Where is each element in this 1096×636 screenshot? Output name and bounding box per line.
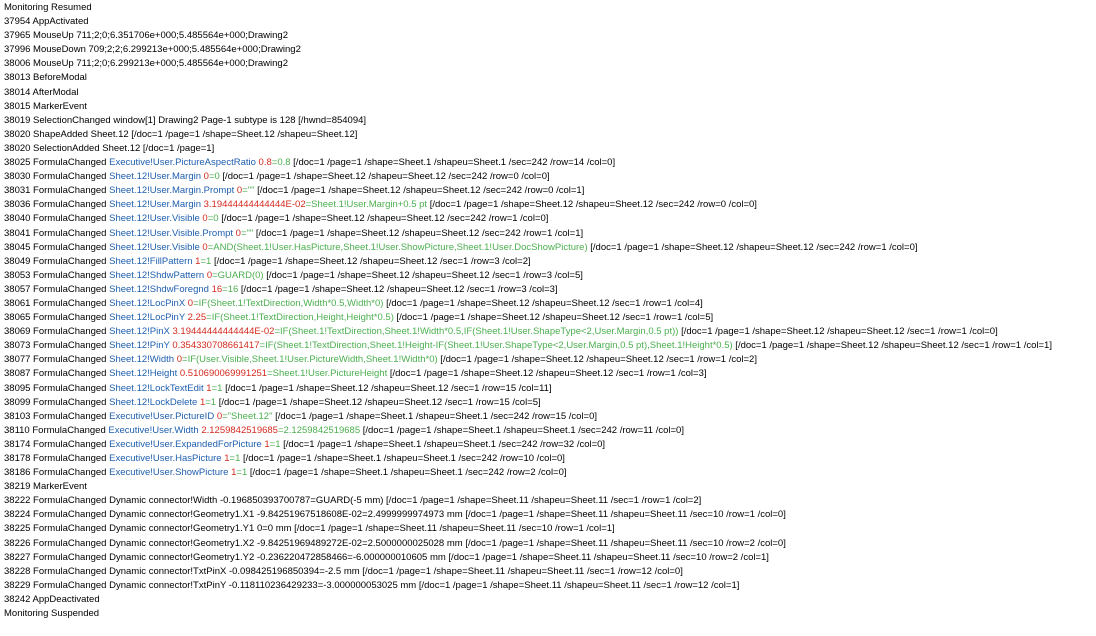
log-line <box>4 325 1094 339</box>
log-line <box>4 551 1094 565</box>
log-text: 38041 FormulaChanged <box>4 227 110 239</box>
log-text: 38020 ShapeAdded Sheet.12 [/doc=1 /page=1 /shape=Sheet.12 /shapeu=Sheet.12] <box>4 128 358 140</box>
log-line <box>4 29 1094 43</box>
cell-value: 0 <box>199 213 208 225</box>
cell-formula: =Sheet.1!User.Margin+0.5 pt <box>305 199 428 211</box>
log-line <box>4 43 1094 57</box>
log-line <box>4 382 1094 396</box>
log-text: [/doc=1 /page=1 /shape=Sheet.12 /shapeu=Sheet.12 /sec=242 /row=0 /col=0] <box>427 199 757 211</box>
cell-value: 0.354330708661417 <box>169 340 260 352</box>
log-text: 38006 MouseUp 711;2;0;6.299213e+000;5.485564e+000;Drawing2 <box>4 58 289 70</box>
cell-name: Executive!User.ShowPicture <box>109 467 229 479</box>
cell-formula: ="" <box>242 185 255 197</box>
cell-value: 1 <box>203 382 212 394</box>
log-text: 38110 FormulaChanged <box>4 424 109 436</box>
log-text: [/doc=1 /page=1 /shape=Sheet.1 /shapeu=Sheet.1 /sec=242 /row=11 /col=0] <box>360 424 684 436</box>
log-text: 38015 MarkerEvent <box>4 100 87 112</box>
cell-formula: =1 <box>211 382 223 394</box>
log-text: 38178 FormulaChanged <box>4 453 110 464</box>
log-line <box>4 339 1094 353</box>
log-line <box>4 452 1094 466</box>
log-text: 38225 FormulaChanged Dynamic connector!Geometry1.Y1 0=0 mm [/doc=1 /page=1 /shape=Sheet.11 /shapeu=Sheet.11 /sec=10 /row=1 /col=1] <box>4 523 615 535</box>
cell-value: 1 <box>192 255 201 267</box>
log-text: 38019 SelectionChanged window[1] Drawing2 Page-1 subtype is 128 [/hwnd=854094] <box>4 114 367 126</box>
cell-name: Sheet.12!LockDelete <box>109 396 198 408</box>
log-line <box>4 241 1094 255</box>
log-line <box>4 508 1094 522</box>
log-text: [/doc=1 /page=1 /shape=Sheet.12 /shapeu=Sheet.12 /sec=1 /row=3 /col=2] <box>211 255 531 267</box>
cell-formula: =AND(Sheet.1!User.HasPicture,Sheet.1!User.ShowPicture,Sheet.1!User.DocShowPicture) <box>207 241 588 253</box>
log-text: [/doc=1 /page=1 /shape=Sheet.12 /shapeu=Sheet.12 /sec=1 /row=3 /col=5] <box>263 269 583 281</box>
cell-value: 3.19444444444444E-02 <box>201 199 306 211</box>
cell-formula: =IF(Sheet.1!TextDirection,Sheet.1!Width*0.5,IF(Sheet.1!User.ShapeType<2,User.Margin,0.5 pt)) <box>274 326 679 338</box>
cell-formula: =1 <box>205 396 217 408</box>
cell-formula: =IF(Sheet.1!TextDirection,Height,Height*0.5) <box>206 312 394 324</box>
log-line <box>4 156 1094 170</box>
log-line <box>4 565 1094 579</box>
cell-formula: =GUARD(0) <box>212 269 264 281</box>
log-text: 38219 MarkerEvent <box>4 481 87 493</box>
cell-value: 1 <box>197 396 206 408</box>
log-text: [/doc=1 /page=1 /shape=Sheet.12 /shapeu=Sheet.12 /sec=242 /row=1 /col=0] <box>218 213 549 225</box>
log-text: 38031 FormulaChanged <box>4 185 110 197</box>
log-text: [/doc=1 /page=1 /shape=Sheet.12 /shapeu=Sheet.12 /sec=1 /row=1 /col=3] <box>387 368 707 380</box>
log-text: [/doc=1 /page=1 /shape=Sheet.1 /shapeu=Sheet.1 /sec=242 /row=15 /col=0] <box>272 410 598 422</box>
cell-formula: =2.1259842519685 <box>277 424 361 436</box>
log-line <box>4 227 1094 241</box>
log-line <box>4 212 1094 226</box>
log-text: 38222 FormulaChanged Dynamic connector!Width -0.196850393700787=GUARD(-5 mm) [/doc=1 /page=1 /shape=Sheet.11 /shapeu=Sheet.11 /sec=1 /row=1 /col=2] <box>4 495 702 507</box>
log-line <box>4 579 1094 593</box>
log-text: 38103 FormulaChanged <box>4 410 110 422</box>
log-text: [/doc=1 /page=1 /shape=Sheet.1 /shapeu=Sheet.1 /sec=242 /row=2 /col=0] <box>247 467 567 479</box>
log-text: 38013 BeforeModal <box>4 72 87 84</box>
cell-value: 16 <box>208 283 223 295</box>
cell-name: Sheet.12!PinY <box>109 340 170 352</box>
cell-name: Sheet.12!User.Visible <box>109 241 200 253</box>
cell-name: Sheet.12!Width <box>109 354 175 366</box>
cell-name: Executive!User.Width <box>108 424 199 436</box>
cell-name: Sheet.12!FillPattern <box>109 255 193 267</box>
cell-formula: =IF(User.Visible,Sheet.1!User.PictureWidth,Sheet.1!Width*0) <box>182 354 438 366</box>
cell-name: Sheet.12!User.Visible <box>109 213 200 225</box>
cell-name: Sheet.12!LocPinX <box>109 297 186 309</box>
log-text: 38186 FormulaChanged <box>4 467 110 479</box>
log-text: [/doc=1 /page=1 /shape=Sheet.12 /shapeu=Sheet.12 /sec=1 /row=1 /col=4] <box>383 297 703 309</box>
log-line <box>4 100 1094 114</box>
log-text: 38025 FormulaChanged <box>4 157 110 169</box>
log-text: [/doc=1 /page=1 /shape=Sheet.1 /shapeu=Sheet.1 /sec=242 /row=10 /col=0] <box>240 453 565 464</box>
log-text: 38226 FormulaChanged Dynamic connector!Geometry1.X2 -9.84251969489272E-02=2.5000000025028 mm [/doc=1 /page=1 /shape=Sheet.11 /shapeu=Sheet.11 /sec=10 /row=2 /col=0] <box>4 537 786 549</box>
log-text: [/doc=1 /page=1 /shape=Sheet.12 /shapeu=Sheet.12 /sec=242 /row=0 /col=1] <box>254 185 585 197</box>
cell-formula: =0 <box>207 213 219 225</box>
cell-value: 0 <box>214 410 223 422</box>
log-text: 38087 FormulaChanged <box>4 368 110 380</box>
cell-value: 3.19444444444444E-02 <box>169 326 275 338</box>
log-text: 38030 FormulaChanged <box>4 171 110 183</box>
cell-value: 0.510690069991251 <box>177 368 268 380</box>
cell-value: 1 <box>261 438 270 450</box>
log-text: 38036 FormulaChanged <box>4 199 110 211</box>
log-text: [/doc=1 /page=1 /shape=Sheet.12 /shapeu=Sheet.12 /sec=1 /row=1 /col=2] <box>437 354 757 366</box>
log-line <box>4 424 1094 438</box>
cell-value: 1 <box>228 467 237 479</box>
cell-formula: =16 <box>222 283 239 295</box>
log-line <box>4 86 1094 100</box>
log-text: Monitoring Suspended <box>4 608 100 620</box>
cell-value: 0 <box>185 297 194 309</box>
cell-name: Sheet.12!ShdwForegnd <box>109 283 209 295</box>
cell-formula: =IF(Sheet.1!TextDirection,Width*0.5,Width*0) <box>193 297 384 309</box>
cell-name: Executive!User.PictureID <box>109 410 215 422</box>
cell-formula: =1 <box>236 467 248 479</box>
log-line <box>4 466 1094 480</box>
cell-value: 0 <box>174 354 183 366</box>
log-line <box>4 269 1094 283</box>
cell-formula: =0.8 <box>271 157 291 169</box>
log-line <box>4 297 1094 311</box>
cell-value: 0 <box>234 185 243 197</box>
cell-formula: =1 <box>200 255 212 267</box>
cell-value: 2.25 <box>185 312 207 324</box>
log-line <box>4 1 1094 15</box>
log-text: 38014 AfterModal <box>4 86 79 98</box>
cell-name: Sheet.12!ShdwPattern <box>109 269 205 281</box>
log-text: [/doc=1 /page=1 /shape=Sheet.12 /shapeu=Sheet.12 /sec=1 /row=3 /col=3] <box>238 283 558 295</box>
log-text: 38040 FormulaChanged <box>4 213 110 225</box>
log-text: 38099 FormulaChanged <box>4 396 110 408</box>
cell-name: Sheet.12!User.Margin <box>109 199 201 211</box>
cell-formula: =Sheet.1!User.PictureHeight <box>267 368 388 380</box>
log-line <box>4 283 1094 297</box>
log-text: 38057 FormulaChanged <box>4 283 110 295</box>
log-text: 38227 FormulaChanged Dynamic connector!Geometry1.Y2 -0.236220472858466=-6.000000010605 mm [/doc=1 /page=1 /shape=Sheet.11 /shapeu=Sheet.11 /sec=10 /row=2 /col=1] <box>4 551 769 563</box>
cell-value: 2.1259842519685 <box>198 424 278 436</box>
log-line <box>4 114 1094 128</box>
cell-name: Executive!User.PictureAspectRatio <box>109 157 256 169</box>
cell-value: 0 <box>199 241 208 253</box>
cell-formula: ="" <box>240 227 254 239</box>
log-text: 38053 FormulaChanged <box>4 269 110 281</box>
log-text: 38069 FormulaChanged <box>4 326 110 338</box>
log-line <box>4 142 1094 156</box>
log-line <box>4 607 1094 621</box>
cell-name: Sheet.12!PinX <box>109 326 170 338</box>
log-text: 38049 FormulaChanged <box>4 255 110 267</box>
log-text: 38065 FormulaChanged <box>4 312 110 324</box>
cell-value: 0 <box>204 269 213 281</box>
cell-value: 0 <box>201 171 209 183</box>
cell-name: Sheet.12!Height <box>109 368 178 380</box>
cell-formula: =1 <box>269 438 281 450</box>
log-line <box>4 353 1094 367</box>
log-text: [/doc=1 /page=1 /shape=Sheet.1 /shapeu=Sheet.1 /sec=242 /row=32 /col=0] <box>280 438 606 450</box>
log-text: 38020 SelectionAdded Sheet.12 [/doc=1 /page=1] <box>4 142 215 154</box>
log-text: 38045 FormulaChanged <box>4 241 110 253</box>
log-line <box>4 15 1094 29</box>
cell-name: Sheet.12!LocPinY <box>109 312 185 324</box>
cell-formula: =0 <box>208 171 220 183</box>
log-line <box>4 396 1094 410</box>
cell-name: Sheet.12!User.Visible.Prompt <box>109 227 234 239</box>
log-line <box>4 198 1094 212</box>
cell-value: 0.8 <box>255 157 272 169</box>
log-line <box>4 128 1094 142</box>
log-line <box>4 522 1094 536</box>
log-line <box>4 367 1094 381</box>
log-text: [/doc=1 /page=1 /shape=Sheet.12 /shapeu=Sheet.12 /sec=1 /row=15 /col=11] <box>222 382 552 394</box>
cell-value: 0 <box>233 227 241 239</box>
log-line <box>4 537 1094 551</box>
log-text: Monitoring Resumed <box>4 2 92 13</box>
cell-formula: =IF(Sheet.1!TextDirection,Sheet.1!Height-IF(Sheet.1!User.ShapeType<2,User.Margin,0.5 pt),Sheet.1!Height*0.5) <box>259 340 733 352</box>
log-text: [/doc=1 /page=1 /shape=Sheet.12 /shapeu=Sheet.12 /sec=242 /row=1 /col=0] <box>587 241 918 253</box>
cell-value: 1 <box>221 453 230 464</box>
log-text: 38174 FormulaChanged <box>4 438 110 450</box>
cell-name: Executive!User.HasPicture <box>109 453 222 464</box>
log-line <box>4 170 1094 184</box>
cell-formula: =1 <box>229 453 241 464</box>
log-text: [/doc=1 /page=1 /shape=Sheet.12 /shapeu=Sheet.12 /sec=1 /row=1 /col=0] <box>678 326 998 338</box>
log-text: 38228 FormulaChanged Dynamic connector!TxtPinX -0.098425196850394=-2.5 mm [/doc=1 /page=1 /shape=Sheet.11 /shapeu=Sheet.11 /sec=1 /row=12 /col=0] <box>4 565 683 577</box>
log-line <box>4 184 1094 198</box>
log-line <box>4 311 1094 325</box>
log-text: [/doc=1 /page=1 /shape=Sheet.12 /shapeu=Sheet.12 /sec=242 /row=1 /col=1] <box>253 227 584 239</box>
log-text: 38095 FormulaChanged <box>4 382 110 394</box>
log-text: 38073 FormulaChanged <box>4 340 110 352</box>
log-text: [/doc=1 /page=1 /shape=Sheet.12 /shapeu=Sheet.12 /sec=1 /row=15 /col=5] <box>216 396 541 408</box>
log-text: [/doc=1 /page=1 /shape=Sheet.12 /shapeu=Sheet.12 /sec=1 /row=1 /col=5] <box>393 312 714 324</box>
log-line <box>4 480 1094 494</box>
log-line <box>4 255 1094 269</box>
cell-name: Sheet.12!User.Margin <box>109 171 201 183</box>
log-text: 38242 AppDeactivated <box>4 593 100 605</box>
log-text: 38229 FormulaChanged Dynamic connector!TxtPinY -0.118110236429233=-3.000000053025 mm [/doc=1 /page=1 /shape=Sheet.11 /shapeu=Sheet.11 /sec=1 /row=12 /col=1] <box>4 579 740 591</box>
log-line <box>4 57 1094 71</box>
cell-name: Sheet.12!User.Margin.Prompt <box>109 185 235 197</box>
log-text: 38224 FormulaChanged Dynamic connector!Geometry1.X1 -9.84251967518608E-02=2.4999999974973 mm [/doc=1 /page=1 /shape=Sheet.11 /shapeu=Sheet.11 /sec=10 /row=1 /col=0] <box>4 509 786 521</box>
log-text: 38077 FormulaChanged <box>4 354 110 366</box>
log-text: [/doc=1 /page=1 /shape=Sheet.1 /shapeu=Sheet.1 /sec=242 /row=14 /col=0] <box>290 157 616 169</box>
log-text: 37965 MouseUp 711;2;0;6.351706e+000;5.485564e+000;Drawing2 <box>4 30 289 42</box>
log-text: 37954 AppActivated <box>4 16 89 28</box>
log-line <box>4 71 1094 85</box>
cell-name: Executive!User.ExpandedForPicture <box>109 438 262 450</box>
log-text: 38061 FormulaChanged <box>4 297 110 309</box>
log-line <box>4 494 1094 508</box>
log-line <box>4 593 1094 607</box>
cell-formula: ="Sheet.12" <box>222 410 273 422</box>
event-log <box>4 1 1094 621</box>
cell-name: Sheet.12!LockTextEdit <box>109 382 204 394</box>
log-text: 37996 MouseDown 709;2;2;6.299213e+000;5.485564e+000;Drawing2 <box>4 44 301 56</box>
log-line <box>4 410 1094 424</box>
log-line <box>4 438 1094 452</box>
log-text: [/doc=1 /page=1 /shape=Sheet.12 /shapeu=Sheet.12 /sec=242 /row=0 /col=0] <box>219 171 550 183</box>
log-text: [/doc=1 /page=1 /shape=Sheet.12 /shapeu=Sheet.12 /sec=1 /row=1 /col=1] <box>732 340 1052 352</box>
